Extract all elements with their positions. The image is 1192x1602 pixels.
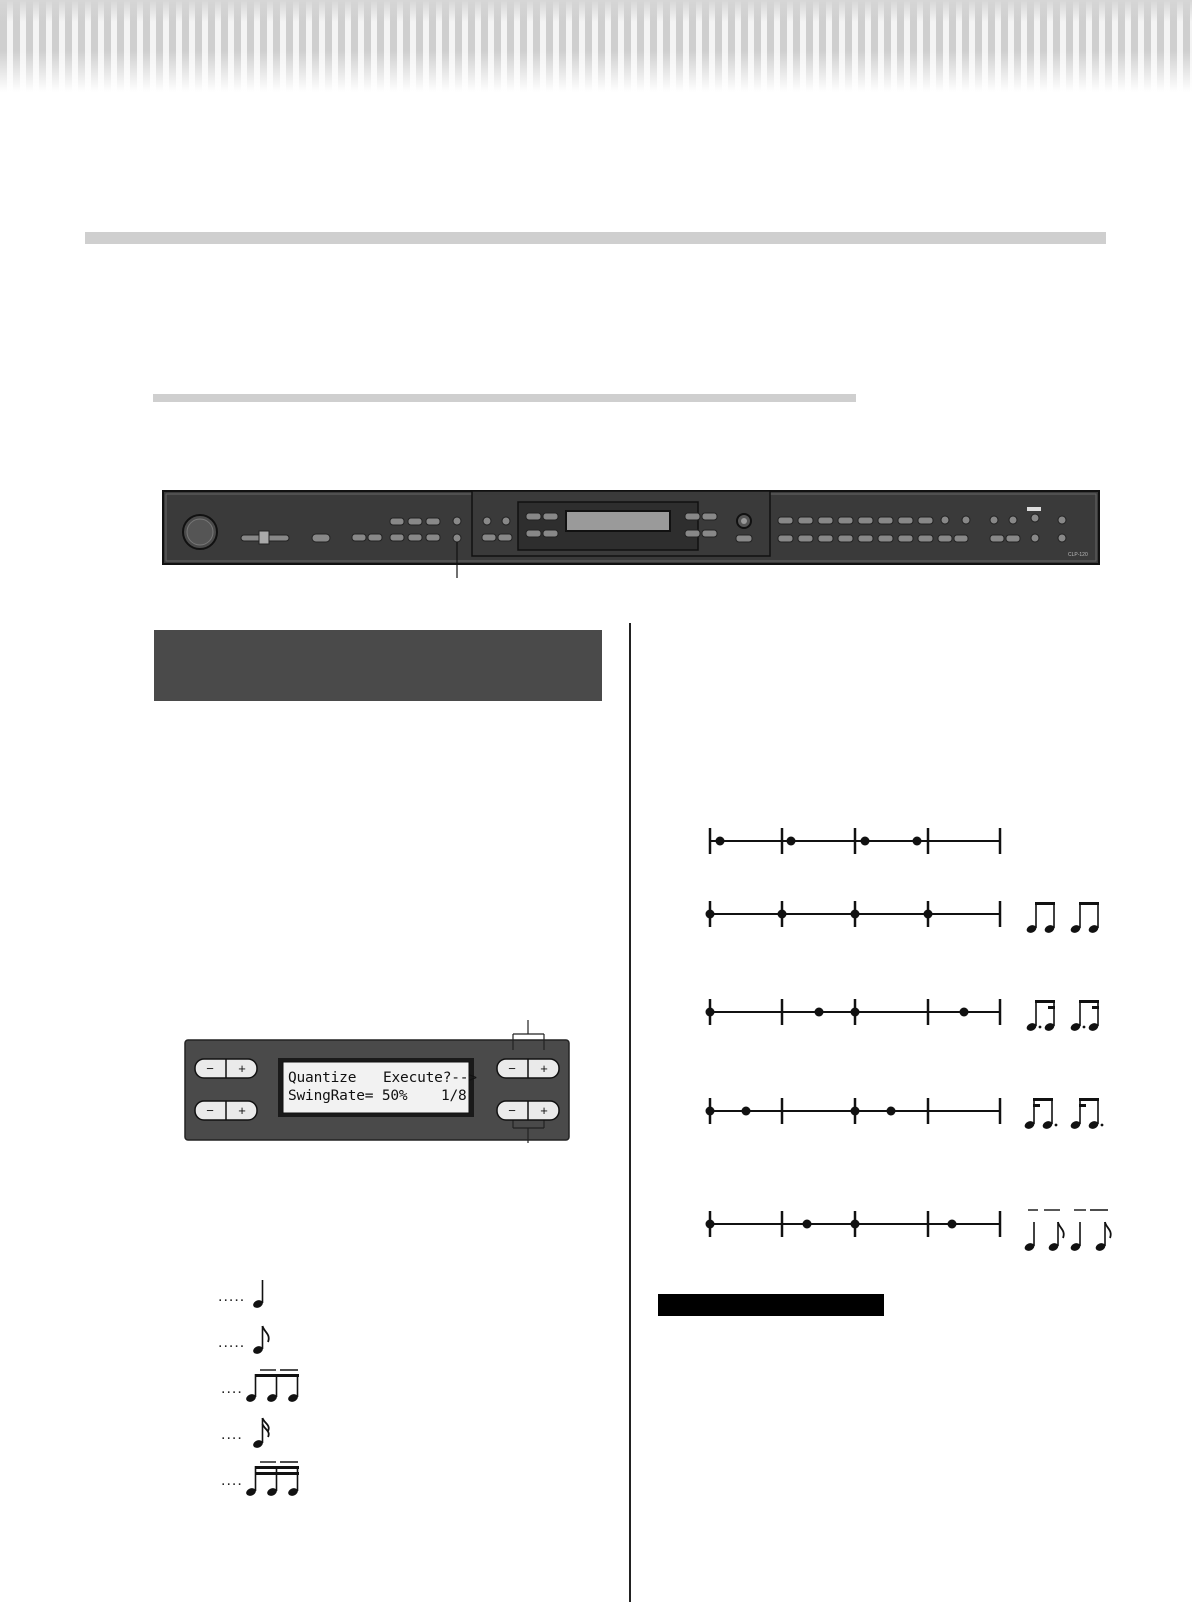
timeline-swing-early: [706, 1098, 1001, 1124]
svg-text:−: −: [508, 1103, 516, 1118]
demo-button: [312, 534, 330, 542]
play-button-2: [408, 534, 422, 541]
even-eighth-pairs-icon: [1026, 898, 1110, 936]
eighth-note-icon: [252, 1324, 274, 1356]
leader-sixteenth: ....: [221, 1426, 243, 1443]
header-strip-shade: [0, 0, 1192, 22]
leader-eighth-triplet: ....: [221, 1380, 243, 1397]
svg-text:+: +: [540, 1103, 548, 1118]
column-divider: [629, 623, 631, 1602]
sixteenth-dotted-eighth-pairs-icon: [1024, 1094, 1110, 1132]
model-label: CLP-120: [1068, 552, 1088, 558]
leader-quarter: .....: [218, 1288, 246, 1305]
lcd-line1-right: Execute?-->: [383, 1070, 477, 1086]
svg-text:−: −: [206, 1103, 214, 1118]
svg-text:−: −: [206, 1061, 214, 1076]
sixteenth-note-triplet-icon: [246, 1460, 308, 1498]
quarter-note-icon: [252, 1278, 272, 1310]
timeline-recorded: [710, 828, 1000, 854]
svg-text:−: −: [508, 1061, 516, 1076]
rec-button-1: [390, 518, 404, 525]
dotted-eighth-sixteenth-pairs-icon: [1026, 996, 1110, 1034]
procedure-heading-box: [154, 630, 602, 701]
section-rule: [85, 232, 1106, 244]
function-button-top: [453, 517, 461, 525]
timeline-swing-triplet: [706, 1211, 1001, 1237]
svg-text:+: +: [238, 1061, 246, 1076]
svg-text:+: +: [540, 1061, 548, 1076]
display-illustration: [184, 1020, 570, 1143]
svg-text:+: +: [238, 1103, 246, 1118]
lcd-line2-left: SwingRate= 50%: [288, 1088, 408, 1104]
right-upper-minus-plus-button[interactable]: [496, 1058, 560, 1079]
sixteenth-note-icon: [252, 1416, 274, 1450]
lcd-line1-left: Quantize: [288, 1070, 357, 1086]
triplet-quarter-eighth-pairs-icon: [1024, 1208, 1124, 1254]
song-button-1: [352, 534, 366, 541]
leader-eighth: .....: [218, 1334, 246, 1351]
control-panel-illustration: [162, 490, 1102, 580]
timeline-swing-dotted: [706, 999, 1001, 1025]
play-button-3: [426, 534, 440, 541]
display-frame: [184, 1020, 570, 1143]
lcd-line2-right: 1/8: [441, 1088, 467, 1104]
play-button-1: [390, 534, 404, 541]
leader-sixteenth-triplet: ....: [221, 1472, 243, 1489]
panel-lcd: [566, 511, 670, 531]
right-lower-minus-plus-button[interactable]: [496, 1100, 560, 1121]
rec-button-2: [408, 518, 422, 525]
function-button-bottom: [453, 534, 461, 542]
subsection-rule: [153, 394, 856, 402]
left-lower-minus-plus-button[interactable]: [194, 1100, 258, 1121]
eighth-note-triplet-icon: [246, 1368, 308, 1404]
rec-button-3: [426, 518, 440, 525]
timeline-even: [706, 901, 1001, 927]
note-heading-bar: [658, 1294, 884, 1316]
left-upper-minus-plus-button[interactable]: [194, 1058, 258, 1079]
song-button-2: [368, 534, 382, 541]
